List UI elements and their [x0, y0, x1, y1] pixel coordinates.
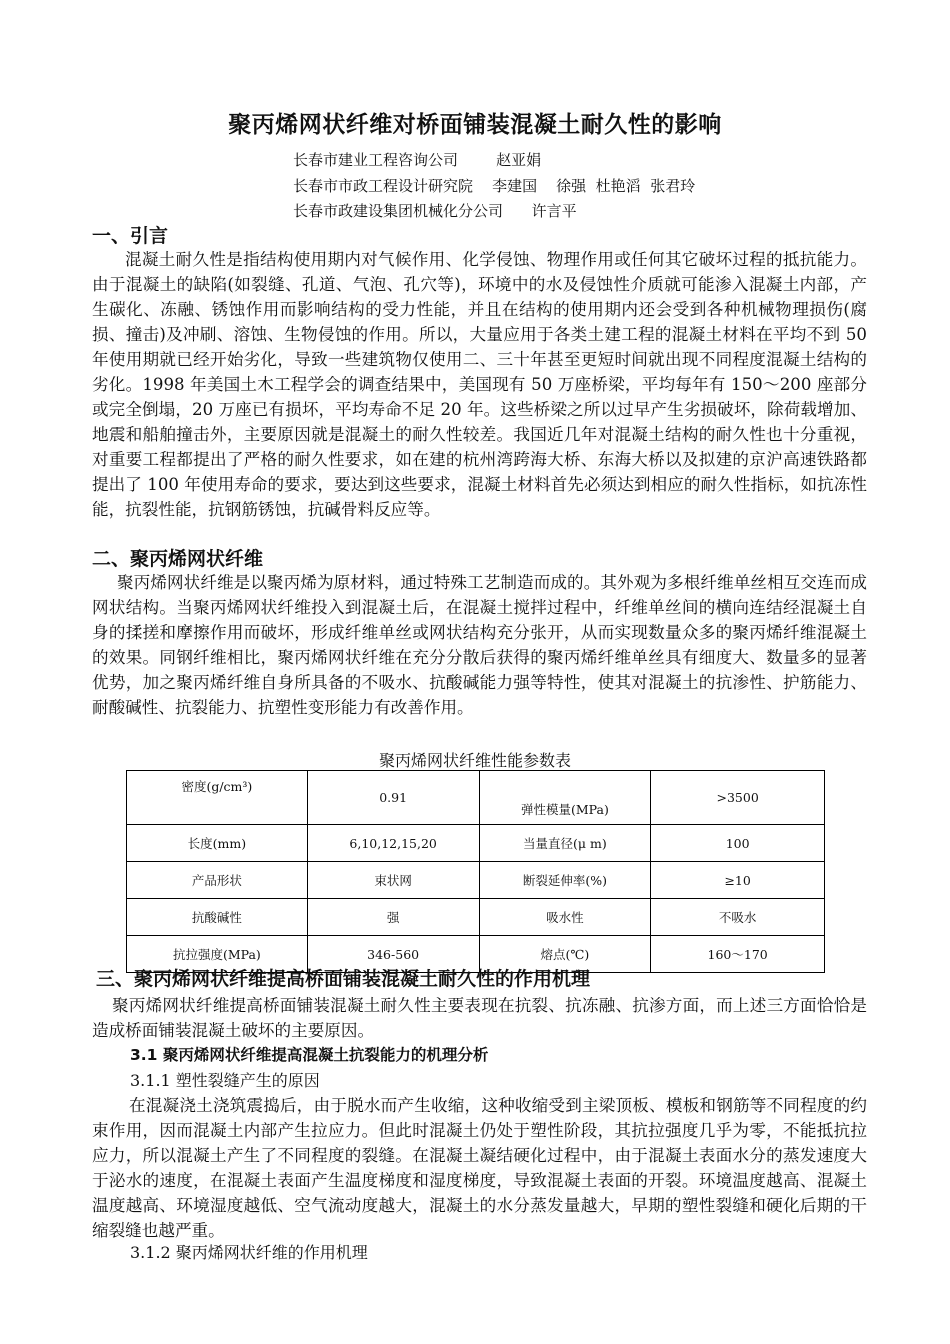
table-cell: ≥10: [651, 862, 825, 899]
table-cell: 160～170: [651, 936, 825, 973]
section-3-paragraph: 聚丙烯网状纤维提高桥面铺装混凝土耐久性主要表现在抗裂、抗冻融、抗渗方面，而上述三方面恰恰是造成桥面铺装混凝土破坏的主要原因。: [92, 996, 867, 1040]
table-row: [127, 771, 825, 825]
subsection-3-1-2-heading: 3.1.2 聚丙烯网状纤维的作用机理: [130, 1243, 368, 1262]
table-row: [127, 825, 825, 862]
table-cell: 不吸水: [651, 899, 825, 936]
subsection-3-1-1-heading: 3.1.1 塑性裂缝产生的原因: [130, 1071, 320, 1090]
table-cell: 346-560: [307, 936, 479, 973]
section-1-heading: 一、引言: [92, 225, 169, 247]
author-line-2: 长春市市政工程设计研究院 李建国 徐强 杜艳滔 张君玲: [293, 177, 696, 195]
table-cell: 6,10,12,15,20: [307, 825, 479, 862]
table-cell: 弹性模量(MPa): [479, 771, 651, 825]
table-cell: 吸水性: [479, 899, 651, 936]
author-line-1: 长春市建业工程咨询公司 赵亚娟: [293, 151, 542, 169]
table-cell: >3500: [651, 771, 825, 825]
table-row: [127, 862, 825, 899]
section-2-heading: 二、聚丙烯网状纤维: [92, 548, 264, 570]
table-cell: 强: [307, 899, 479, 936]
table-cell: 100: [651, 825, 825, 862]
section-3-heading: 三、聚丙烯网状纤维提高桥面铺装混凝土耐久性的作用机理: [96, 968, 591, 990]
author-line-3: 长春市政建设集团机械化分公司 许言平: [293, 202, 577, 220]
table-cell: 当量直径(μ m): [479, 825, 651, 862]
table-cell: 长度(mm): [127, 825, 308, 862]
subsection-3-1-heading: 3.1 聚丙烯网状纤维提高混凝土抗裂能力的机理分析: [130, 1046, 489, 1064]
table-cell: 密度(g/cm³): [127, 771, 308, 825]
table-cell: 产品形状: [127, 862, 308, 899]
document-title: 聚丙烯网状纤维对桥面铺装混凝土耐久性的影响: [228, 112, 722, 138]
table-cell: 抗酸碱性: [127, 899, 308, 936]
table-cell: 熔点(℃): [479, 936, 651, 973]
section-1-paragraph: 混凝土耐久性是指结构使用期内对气候作用、化学侵蚀、物理作用或任何其它破坏过程的抵抗能力。由于混凝土的缺陷(如裂缝、孔道、气泡、孔穴等)，环境中的水及侵蚀性介质就可能渗入混凝土内部，产生碳化、冻融、锈蚀作用而影响结构的受力性能，并且在结构的使用期内还会受到各种机械物理损伤(腐损、撞击)及冲刷、溶蚀、生物侵蚀的作用。所以，大量应用于各类土建工程的混凝土材料在平均不到 50 年使用期就已经开始劣化，导致一些建筑物仅使用二、三十年甚至更短时间就出现不同程度混凝土结构的劣化。1998 年美国土木工程学会的调查结果中，美国现有 50 万座桥梁，平均每年有 150～200 座部分或完全倒塌，20 万座已有损坏，平均寿命不足 20 年。这些桥梁之所以过早产生劣损破坏，除荷载增加、地震和船舶撞击外，主要原因就是混凝土的耐久性较差。我国近几年对混凝土结构的耐久性也十分重视，对重要工程都提出了严格的耐久性要求，如在建的杭州湾跨海大桥、东海大桥以及拟建的京沪高速铁路都提出了 100 年使用寿命的要求，要达到这些要求，混凝土材料首先必须达到相应的耐久性指标，如抗冻性能，抗裂性能，抗钢筋锈蚀，抗碱骨料反应等。: [92, 250, 867, 519]
section-2-paragraph: 聚丙烯网状纤维是以聚丙烯为原材料，通过特殊工艺制造而成的。其外观为多根纤维单丝相互交连而成网状结构。当聚丙烯网状纤维投入到混凝土后，在混凝土搅拌过程中，纤维单丝间的横向连结经混凝土自身的揉搓和摩擦作用而破坏，形成纤维单丝或网状结构充分张开，从而实现数量众多的聚丙烯纤维混凝土的效果。同钢纤维相比，聚丙烯网状纤维在充分分散后获得的聚丙烯纤维单丝具有细度大、数量多的显著优势，加之聚丙烯纤维自身所具备的不吸水、抗酸碱能力强等特性，使其对混凝土的抗渗性、护筋能力、耐酸碱性、抗裂能力、抗塑性变形能力有改善作用。: [92, 573, 867, 717]
table-cell: 断裂延伸率(%): [479, 862, 651, 899]
table-cell: 0.91: [307, 771, 479, 825]
subsection-3-1-1-paragraph: 在混凝浇土浇筑震捣后，由于脱水而产生收缩，这种收缩受到主梁顶板、模板和钢筋等不同程度的约束作用，因而混凝土内部产生拉应力。但此时混凝土仍处于塑性阶段，其抗拉强度几乎为零，不能抵抗拉应力，所以混凝土产生了不同程度的裂缝。在混凝土凝结硬化过程中，由于混凝土表面水分的蒸发速度大于泌水的速度，在混凝土表面产生温度梯度和湿度梯度，导致混凝土表面的开裂。环境温度越高、混凝土温度越高、环境湿度越低、空气流动度越大，混凝土的水分蒸发量越大，早期的塑性裂缝和硬化后期的干缩裂缝也越严重。: [92, 1096, 867, 1240]
table-cell: 抗拉强度(MPa): [127, 936, 308, 973]
table-caption: 聚丙烯网状纤维性能参数表: [378, 751, 571, 770]
table-cell: 束状网: [307, 862, 479, 899]
fiber-properties-table: [126, 770, 825, 973]
table-row: [127, 899, 825, 936]
